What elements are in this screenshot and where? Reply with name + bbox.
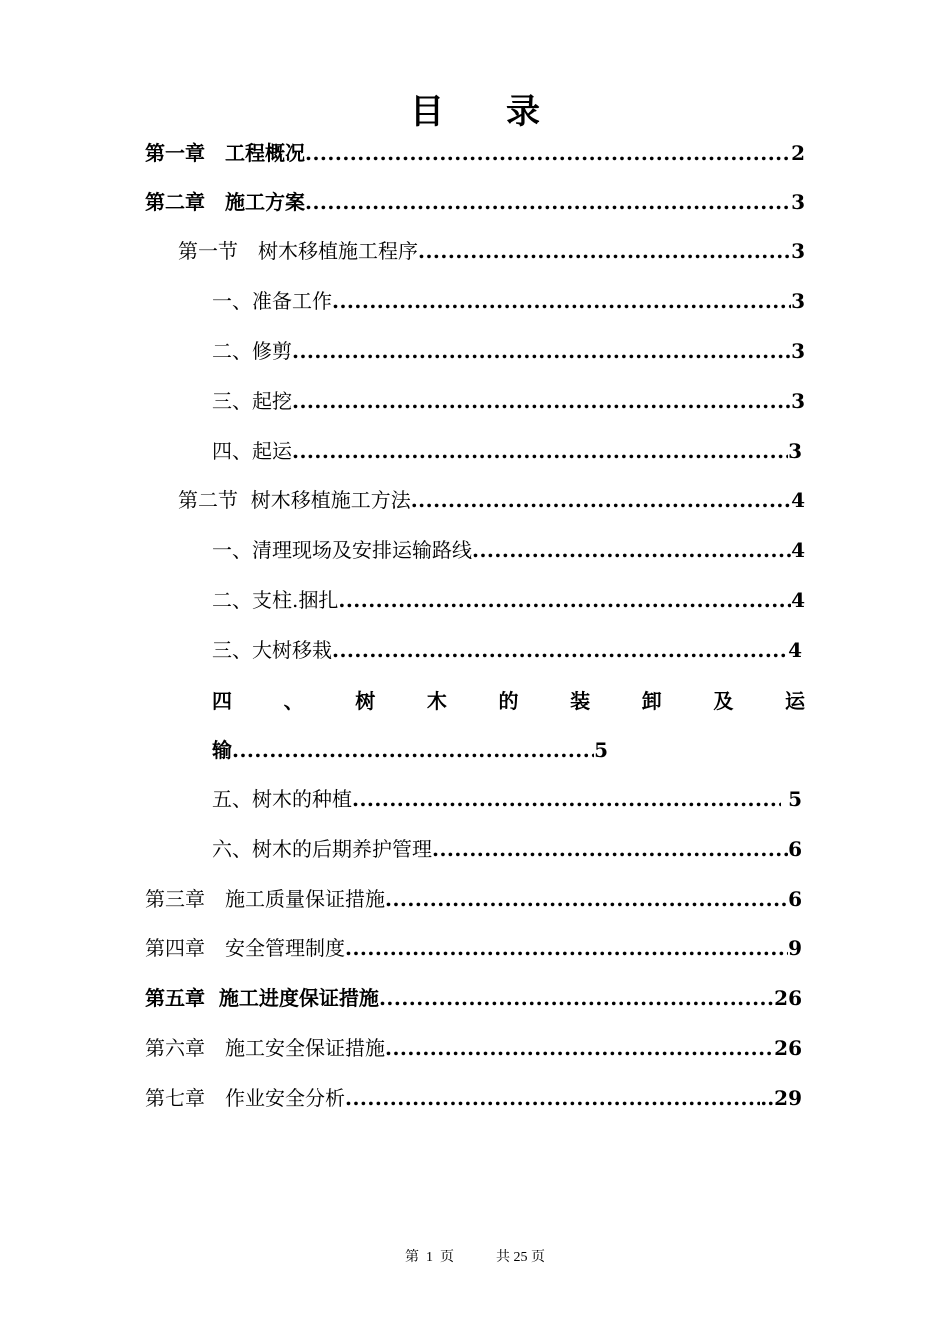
title-char-1: 目 (410, 92, 444, 132)
toc-entry-item[interactable]: 四、起运 ..... 3 (212, 436, 802, 466)
toc-entry-chapter-7[interactable]: 第七章 作业安全分析 ..... ..29 (145, 1083, 802, 1113)
toc-entry-item[interactable]: 二、支柱.捆扎 ..... 4 (212, 585, 805, 615)
toc-entry-chapter-6[interactable]: 第六章 施工安全保证措施 ..... 26 (145, 1033, 802, 1063)
toc-entry-chapter-1[interactable]: 第一章 工程概况 ..... 2 (145, 138, 805, 168)
toc-entry-justified-line[interactable]: 四 、 树 木 的 装 卸 及 运 (212, 689, 805, 713)
toc-entry-continuation[interactable]: 输 ..... 5 (212, 735, 608, 765)
toc-entry-chapter-4[interactable]: 第四章 安全管理制度 ..... 9 (145, 933, 802, 963)
toc-entry-item[interactable]: 五、树木的种植 ..... 5 (212, 784, 802, 814)
toc-entry-chapter-3[interactable]: 第三章 施工质量保证措施 ..... 6 (145, 884, 802, 914)
toc-entry-item[interactable]: 二、修剪 ..... 3 (212, 336, 805, 366)
toc-entry-item[interactable]: 三、起挖 ..... 3 (212, 386, 805, 416)
toc-entry-item[interactable]: 三、大树移栽 ..... 4 (212, 635, 802, 665)
title-char-2: 录 (506, 92, 540, 132)
footer-total-pages: 共 25 页 (496, 1250, 545, 1265)
toc-entry-item[interactable]: 六、树木的后期养护管理 ..... 6 (212, 834, 802, 864)
toc-entry-item[interactable]: 一、准备工作 ..... 3 (212, 286, 805, 316)
toc-entry-chapter-2[interactable]: 第二章 施工方案 ..... 3 (145, 187, 805, 217)
toc-title (0, 84, 950, 133)
toc-entry-item[interactable]: 一、清理现场及安排运输路线 ..... 4 (212, 535, 805, 565)
toc-entry-section-2[interactable]: 第二节 树木移植施工方法 ..... 4 (178, 485, 805, 515)
footer-current-page: 第 1 页 (405, 1250, 454, 1265)
toc-entry-section-1[interactable]: 第一节 树木移植施工程序 ..... 3 (178, 236, 805, 266)
toc-entry-chapter-5[interactable]: 第五章 施工进度保证措施 ..... 26 (145, 983, 802, 1013)
page-footer (0, 1246, 950, 1266)
